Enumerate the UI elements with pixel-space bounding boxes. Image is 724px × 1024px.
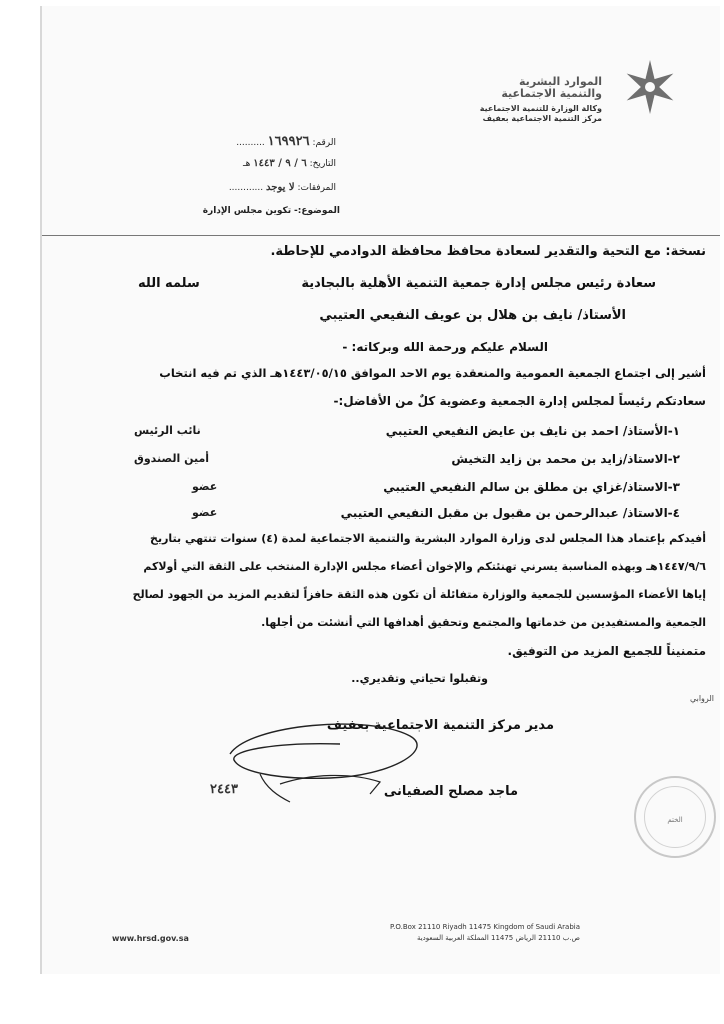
attachments-label: المرفقات: <box>297 183 336 193</box>
footer-address <box>390 922 580 944</box>
member-role-1: نائب الرئيس <box>134 424 201 437</box>
filing-note: الروابي <box>689 694 714 703</box>
ministry-logo-icon <box>616 58 684 116</box>
signatory-title: مدير مركز التنمية الاجتماعية بعفيف <box>326 718 554 733</box>
paragraph2-line1: أفيدكم بإعتماد هذا المجلس لدى وزارة الموارد البشرية والتنمية الاجتماعية لمدة (٤) سنوات تنتهي بتاريخ <box>150 532 706 545</box>
letter-page <box>40 6 720 974</box>
recipient-name: الأستاذ/ نايف بن هلال بن عويف النفيعي العتيبي <box>319 308 626 323</box>
number-label: الرقم: <box>312 138 336 148</box>
agency-block <box>480 104 602 124</box>
header-divider <box>42 235 720 236</box>
member-name-2: ٢-الاستاذ/زايد بن محمد بن زايد التخيش <box>451 452 680 466</box>
copy-line: نسخة: مع التحية والتقدير لسعادة محافظ محافظة الدوادمي للإحاطة. <box>270 244 706 259</box>
paragraph1-line1: أشير إلى اجتماع الجمعية العمومية والمنعقدة يوم الاحد الموافق ١٤٤٣/٠٥/١٥هـ الذي تم فيه انتخاب <box>159 366 706 380</box>
ministry-name-line2: والتنمية الاجتماعية <box>501 87 602 100</box>
closing-wishes: متمنيناً للجميع المزيد من التوفيق. <box>507 644 706 658</box>
recipient-line: سعادة رئيس مجلس إدارة جمعية التنمية الأهلية بالبجادية <box>301 276 656 291</box>
date-field: التاريخ: ٦ / ٩ / ١٤٤٣ هـ <box>242 158 336 169</box>
subject-value: تكوين مجلس الإدارة <box>202 206 292 216</box>
signatory-name: ماجد مصلح الصفيانى <box>383 784 518 799</box>
subject-label: الموضوع:- <box>294 206 340 216</box>
member-name-1: ١-الأستاذ/ احمد بن نايف بن عايض النفيعي العتيبي <box>385 424 680 438</box>
stamp-label: الختم <box>667 816 683 824</box>
website-link[interactable]: www.hrsd.gov.sa <box>112 934 189 943</box>
member-name-3: ٣-الاستاذ/غزاي بن مطلق بن سالم النفيعي العتيبي <box>383 480 680 494</box>
paragraph2-line3: إياها الأعضاء المؤسسين للجمعية والوزارة متفائلة أن تكون هذه الثقة حافزاً لتقديم المزيد من الجهود لصالح <box>132 588 706 601</box>
number-field: الرقم: ١٦٩٩٢٦ .......... <box>236 134 336 149</box>
member-name-4: ٤-الاستاذ/ عبدالرحمن بن مقبول بن مقبل النفيعي العتيبي <box>340 506 680 520</box>
member-role-3: عضو <box>192 480 218 493</box>
greeting: السلام عليكم ورحمة الله وبركاته: - <box>342 340 548 354</box>
paragraph1-line2: سعادتكم رئيساً لمجلس إدارة الجمعية وعضوية كلٌ من الأفاضل:- <box>333 394 706 408</box>
salutation-honor: سلمه الله <box>138 276 200 291</box>
attachments-value: لا يوجد <box>266 182 295 193</box>
member-role-4: عضو <box>192 506 218 519</box>
address-ar: ص.ب 21110 الرياض 11475 المملكة العربية السعودية <box>416 934 580 942</box>
signature-date-scribble: ٢٤٤٣ <box>210 782 238 797</box>
closing-regards: وتقبلوا تحياتي وتقديري.. <box>351 672 488 685</box>
official-stamp <box>634 776 716 858</box>
paragraph2-line2: ١٤٤٧/٩/٦هـ وبهذه المناسبة يسرني تهنئتكم والإخوان أعضاء مجلس الإدارة المنتخب على الثقة التي أولاكم <box>143 560 706 573</box>
date-label: التاريخ: <box>309 159 336 169</box>
agency-name: وكالة الوزارة للتنمية الاجتماعية <box>479 104 602 113</box>
ministry-name <box>501 76 602 100</box>
number-value: ١٦٩٩٢٦ <box>267 134 310 149</box>
paragraph2-line4: الجمعية والمستفيدين من خدماتها والمجتمع وتحقيق أهدافها التي أنشئت من أجلها. <box>261 616 706 629</box>
member-role-2: أمين الصندوق <box>134 452 210 465</box>
center-name: مركز التنمية الاجتماعية بعفيف <box>482 114 602 123</box>
attachments-field: المرفقات: لا يوجد ............ <box>228 182 336 193</box>
subject-field <box>203 206 340 216</box>
ministry-name-line1: الموارد البشرية <box>519 75 602 88</box>
date-value: ٦ / ٩ / ١٤٤٣ <box>253 158 307 169</box>
address-en: P.O.Box 21110 Riyadh 11475 Kingdom of Saudi Arabia <box>390 923 580 931</box>
